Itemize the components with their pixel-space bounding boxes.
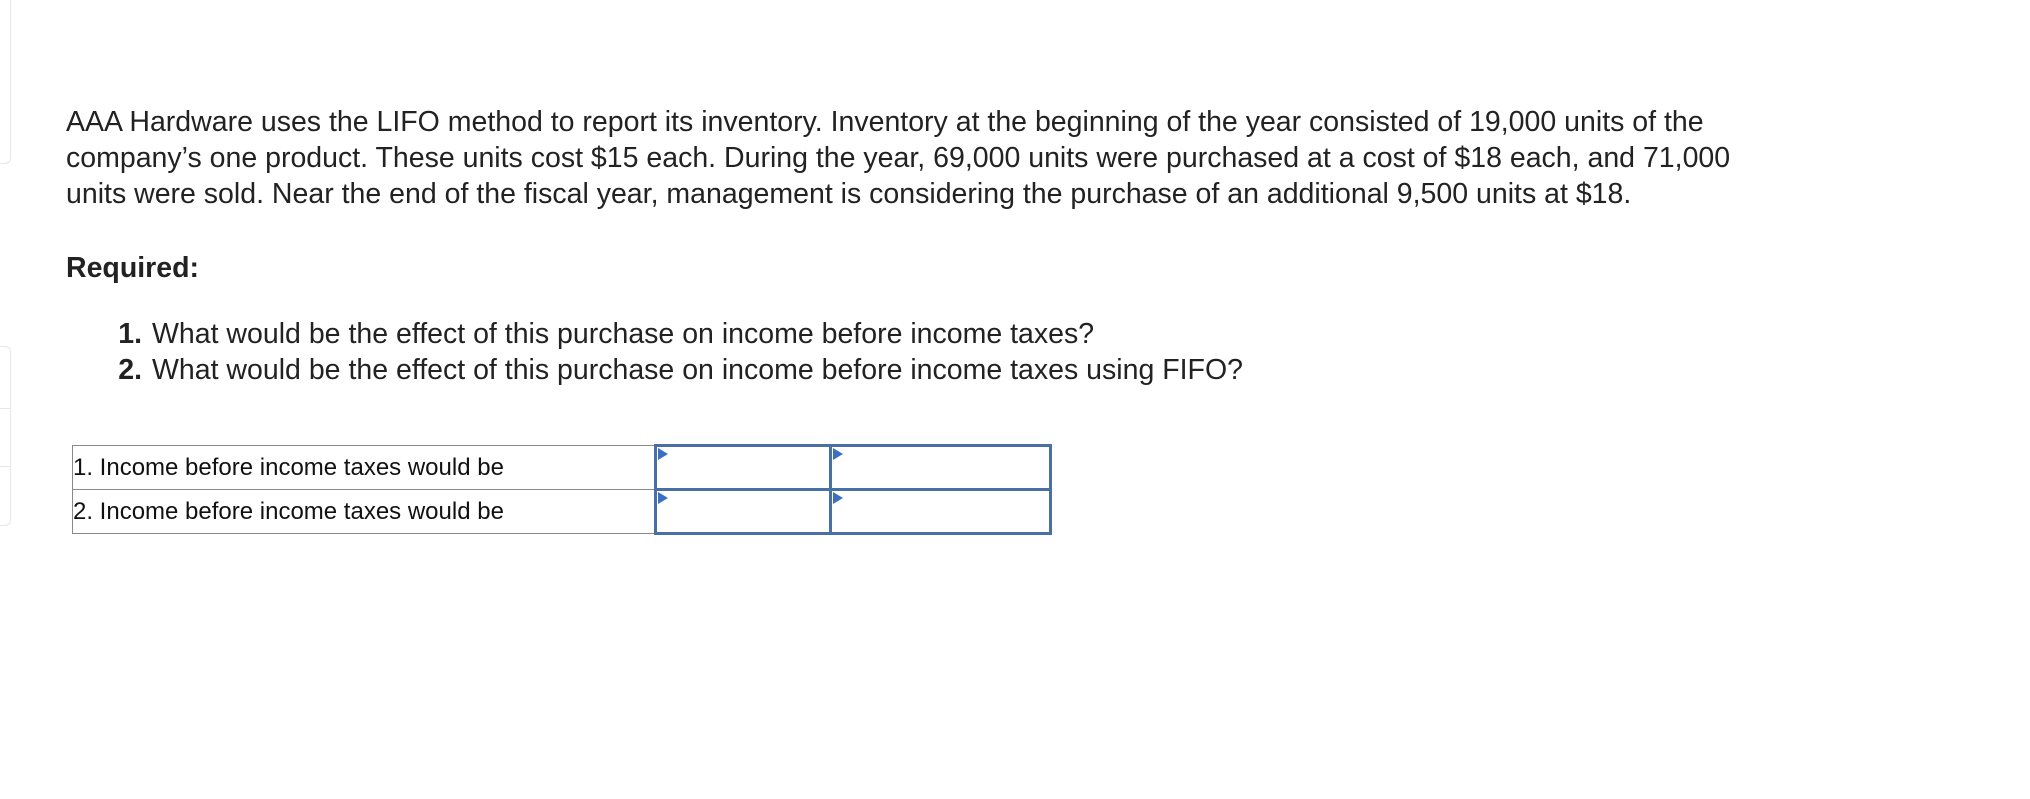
question-text: What would be the effect of this purchase on income before income taxes using FIFO? bbox=[152, 354, 1243, 386]
amount-dropdown[interactable] bbox=[831, 446, 1051, 490]
effect-dropdown[interactable] bbox=[656, 446, 831, 490]
question-number: 1. bbox=[118, 318, 142, 350]
problem-statement-line: company’s one product. These units cost $15 each. During the year, 69,000 units were purchased at a cost of $18 each, and 71,000 bbox=[66, 142, 1731, 174]
answer-row-label: 1. Income before income taxes would be bbox=[73, 446, 656, 490]
problem-statement bbox=[66, 104, 1966, 212]
left-edge-panel-top bbox=[0, 0, 11, 164]
problem-content bbox=[66, 104, 1966, 388]
question-list bbox=[66, 316, 1966, 388]
dropdown-indicator-icon bbox=[658, 448, 668, 460]
answer-table bbox=[72, 444, 1052, 535]
problem-statement-line: units were sold. Near the end of the fiscal year, management is considering the purchase of an additional 9,500 units at $18. bbox=[66, 178, 1632, 210]
effect-dropdown-value[interactable] bbox=[657, 491, 829, 532]
amount-dropdown[interactable] bbox=[831, 490, 1051, 534]
amount-input[interactable] bbox=[832, 447, 1049, 488]
dropdown-indicator-icon bbox=[833, 492, 843, 504]
effect-dropdown[interactable] bbox=[656, 490, 831, 534]
required-heading: Required: bbox=[66, 252, 200, 284]
problem-statement-line: AAA Hardware uses the LIFO method to report its inventory. Inventory at the beginning of the year consisted of 19,000 units of the bbox=[66, 106, 1704, 138]
answer-row-label: 2. Income before income taxes would be bbox=[73, 490, 656, 534]
question-text: What would be the effect of this purchase on income before income taxes? bbox=[152, 318, 1095, 350]
question-number: 2. bbox=[118, 354, 142, 386]
question-item bbox=[102, 316, 1966, 352]
effect-dropdown-value[interactable] bbox=[657, 447, 829, 488]
answer-row bbox=[73, 490, 1051, 534]
dropdown-indicator-icon bbox=[833, 448, 843, 460]
dropdown-indicator-icon bbox=[658, 492, 668, 504]
left-edge-panel-bottom bbox=[0, 346, 11, 526]
left-edge-divider bbox=[0, 466, 10, 467]
question-item bbox=[102, 352, 1966, 388]
amount-input[interactable] bbox=[832, 491, 1049, 532]
answer-row bbox=[73, 446, 1051, 490]
left-edge-divider bbox=[0, 408, 10, 409]
